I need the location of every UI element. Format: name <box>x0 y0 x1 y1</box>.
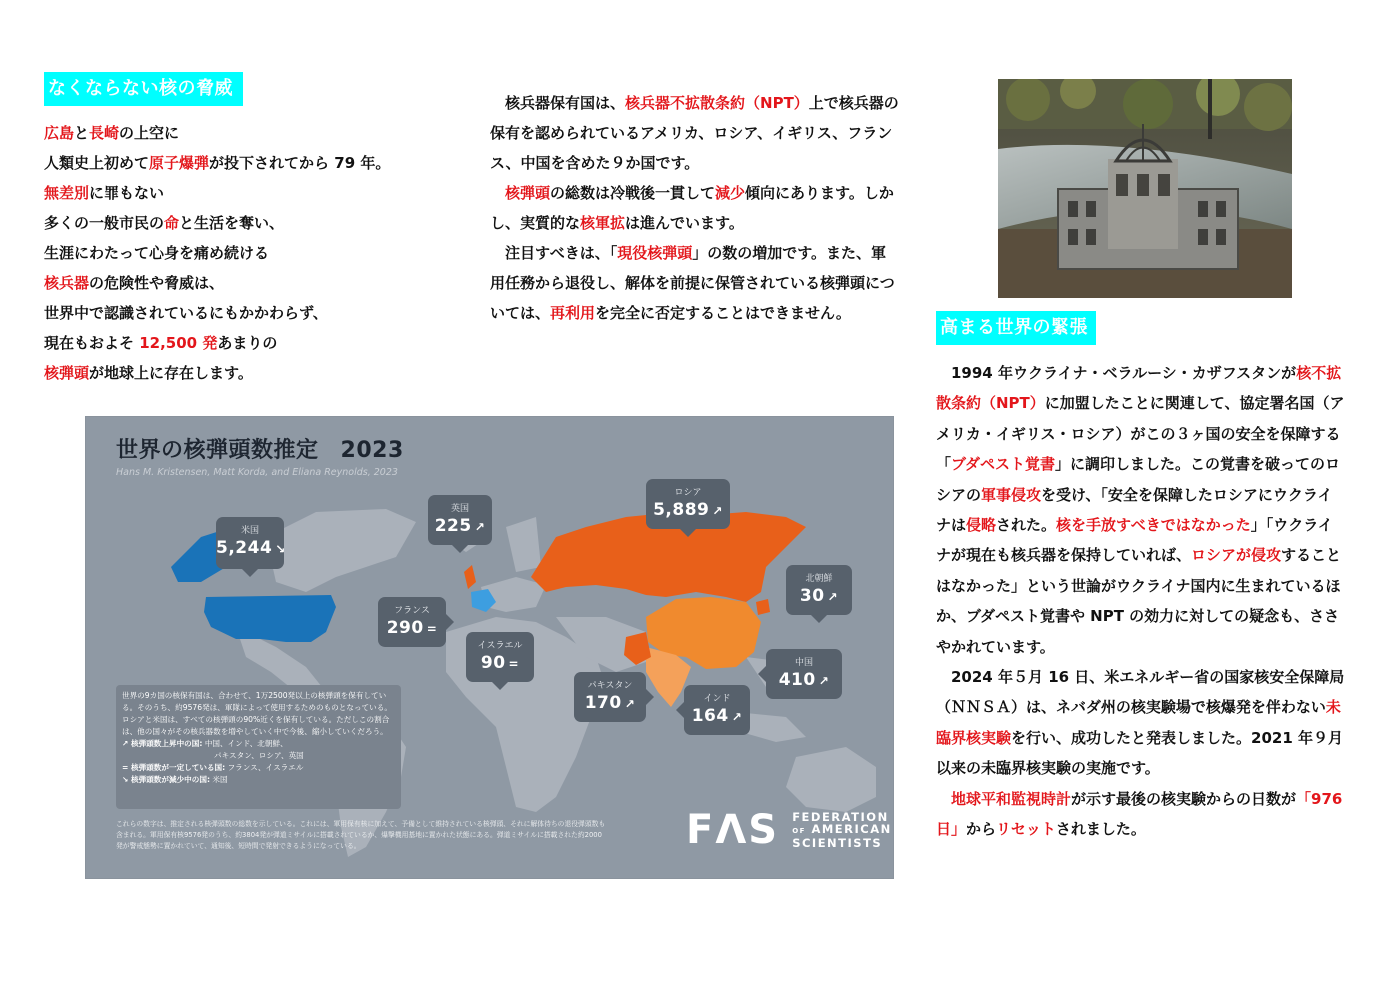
fas-org-name: FEDERATION OF AMERICAN SCIENTISTS <box>792 810 892 850</box>
tension-run: を受け、「安全を保障したロシアにウクライナは <box>936 485 1333 535</box>
callout-india <box>684 685 750 735</box>
callout-warhead-count: 170 ↗ <box>584 693 636 713</box>
tension-run: 侵略 <box>966 516 997 535</box>
section-heading-threat: なくならない核の脅威 <box>44 72 243 106</box>
tension-paragraph <box>936 358 1346 662</box>
trend-icon: ↗ <box>818 674 830 688</box>
legend-intro: 世界の9カ国の核保有国は、合わせて、1万2500発以上の核弾頭を保有している。そのうち、約9576発は、軍隊によって使用するためのものとなっている。ロシアと米国は、すべての核弾頭の90%近くを保有している。ただしこの割合は、他の国々がその核兵器数を増やしていく中で今後、縮小していくだろう。 <box>122 691 392 736</box>
intro-line <box>44 148 464 178</box>
tension-run: 未臨界核実験 <box>936 698 1341 747</box>
intro-text <box>44 118 464 388</box>
intro-run: 核兵器 <box>44 274 90 292</box>
intro-run: 12,500 発 <box>139 334 218 352</box>
trend-icon: ↗ <box>827 590 839 604</box>
npt-run: を完全に否定することはできません。 <box>595 304 851 322</box>
intro-run: あまりの <box>217 334 278 352</box>
tension-paragraph <box>936 662 1346 784</box>
npt-run: 現役核弾頭 <box>617 244 693 262</box>
intro-run: 命 <box>164 214 180 232</box>
uk-shape <box>464 565 476 589</box>
npt-run: は進んでいます。 <box>625 214 744 232</box>
npt-run: 核兵器保有国は、 <box>505 94 626 112</box>
intro-line <box>44 118 464 148</box>
callout-country-name: イスラエル <box>477 641 523 651</box>
tension-run: 核不拡散条約（NPT） <box>936 364 1342 413</box>
callout-pakistan <box>574 672 646 722</box>
infographic-title: 世界の核弾頭数推定 2023 <box>116 438 404 463</box>
tension-run: 核を手放すべきではなかった <box>1056 516 1251 535</box>
intro-run: 世界中で認識されているにもかかわらず、 <box>44 304 328 322</box>
infographic-authors: Hans M. Kristensen, Matt Korda, and Eliana Reynolds, 2023 <box>116 467 398 478</box>
legend-down: ↘ 核弾頭数が減少中の国: 米国 <box>122 775 228 784</box>
intro-line <box>44 268 464 298</box>
dome-illustration <box>998 79 1292 298</box>
infographic-footnote: これらの数字は、推定される核弾頭数の総数を示している。これには、軍用保有核に加えて、予備として維持されている核弾頭、それに解体待ちの退役弾頭数も含まれる。軍用保有核9576発のうち、約3804発が弾道ミサイルに搭載されているか、爆撃機用基地に置かれた状態にある。弾道ミサイルに搭載された約2000発が警戒態勢に置かれていて、通知後、短時間で発射できるようになっている。 <box>116 820 606 850</box>
callout-country-name: インド <box>703 694 731 704</box>
callout-warhead-count: 5,244 ↘ <box>216 538 286 558</box>
intro-run: の上空に <box>119 124 180 142</box>
fas-logo <box>686 807 892 853</box>
tension-run: ブダペスト覚書 <box>951 455 1055 474</box>
callout-country-name: 中国 <box>794 658 813 668</box>
intro-run: 人類史上初めて <box>44 154 150 172</box>
tension-run: 地球平和監視時計 <box>951 789 1072 808</box>
tension-run: ロシアが侵攻 <box>1191 546 1282 565</box>
npt-run: 減少 <box>715 184 746 202</box>
tension-paragraph <box>936 784 1346 845</box>
intro-run: 原子爆弾 <box>149 154 210 172</box>
legend-box <box>116 685 401 809</box>
callout-usa <box>216 517 284 569</box>
callout-country-name: ロシア <box>674 488 702 498</box>
tension-run: リセット <box>996 820 1056 839</box>
callout-china <box>766 649 842 699</box>
npt-run: 上で核兵器の保有を認められているアメリカ、ロシア、イギリス、フランス、中国を含めた９か国です。 <box>490 94 899 172</box>
callout-country-name: 英国 <box>450 504 469 514</box>
trend-icon: ↗ <box>712 504 723 518</box>
callout-warhead-count: 5,889 ↗ <box>653 500 723 520</box>
npt-run: 核軍拡 <box>580 214 626 232</box>
npt-run: 注目すべきは、「 <box>505 244 618 262</box>
fas-wordmark: FΛS <box>686 807 780 853</box>
trend-icon: ↗ <box>474 520 486 534</box>
callout-country-name: 米国 <box>240 526 259 536</box>
callout-warhead-count: 90 = <box>480 653 520 673</box>
tension-run: 」「ウクライナが現在も核兵器を保持していれば、 <box>936 516 1333 565</box>
intro-line <box>44 238 464 268</box>
legend-up: ↗ 核弾頭数上昇中の国: 中国、インド、北朝鮮、 <box>122 739 288 748</box>
callout-country-name: パキスタン <box>587 681 633 691</box>
tension-run: された。 <box>996 516 1057 535</box>
tension-run: に加盟したことに関連して、協定署名国（アメリカ・イギリス・ロシア）がこの３ヶ国の安全を保障する「 <box>936 394 1345 474</box>
npt-run: 再利用 <box>550 304 596 322</box>
intro-line <box>44 358 464 388</box>
callout-nk <box>786 565 852 615</box>
intro-run: 生涯にわたって心身を痛め続ける <box>44 244 270 262</box>
npt-paragraph <box>490 88 900 178</box>
npt-paragraph <box>490 238 900 328</box>
legend-steady: = 核弾頭数が一定している国: フランス、イスラエル <box>122 763 304 772</box>
tension-text <box>936 358 1346 845</box>
callout-uk <box>428 495 492 545</box>
intro-run: に罪もない <box>89 184 165 202</box>
tension-run: を行い、成功したと発表しました。2021 年９月以来の未臨界核実験の実施です。 <box>936 728 1343 778</box>
intro-run: 核弾頭 <box>44 364 90 382</box>
intro-run: の危険性や脅威は、 <box>89 274 225 292</box>
intro-line <box>44 178 464 208</box>
intro-run: 無差別 <box>44 184 90 202</box>
tension-run: 2024 年５月 16 日、米エネルギー省の国家核安全保障局（ＮＮＳＡ）は、ネバダ州の核実験場で核爆発を伴わない <box>936 668 1345 717</box>
intro-run: が地球上に存在します。 <box>89 364 253 382</box>
trend-icon: = <box>508 657 520 671</box>
trend-icon: ↗ <box>624 697 636 711</box>
tension-run: 」に調印しました。この覚書を破ってのロシアの <box>936 455 1340 504</box>
intro-run: が投下されてから 79 年。 <box>209 154 391 172</box>
callout-country-name: フランス <box>394 606 430 616</box>
nk-shape <box>756 599 770 615</box>
npt-run: の総数は冷戦後一貫して <box>550 184 716 202</box>
trend-icon: ↗ <box>731 710 743 724</box>
tension-run: することはなかった」という世論がウクライナ国内に生まれているほか、ブダペスト覚書や NPT の効力に対しての疑念も、ささやかれています。 <box>936 546 1342 656</box>
intro-line <box>44 328 464 358</box>
callout-warhead-count: 30 ↗ <box>799 586 839 606</box>
intro-line <box>44 298 464 328</box>
callout-israel <box>466 632 534 682</box>
tension-run: 1994 年ウクライナ・ベラルーシ・カザフスタンが <box>951 364 1297 382</box>
intro-run: 多くの一般市民の <box>44 214 165 232</box>
callout-warhead-count: 225 ↗ <box>434 516 486 536</box>
callout-warhead-count: 164 ↗ <box>691 706 743 726</box>
callout-warhead-count: 290 = <box>386 618 438 638</box>
npt-run: 」の数の増加です。また、軍用任務から退役し、解体を前提に保管されている核弾頭については、 <box>490 244 895 322</box>
tension-run: が示す最後の核実験からの日数が <box>1071 789 1297 808</box>
npt-text <box>490 88 900 328</box>
callout-france <box>378 597 446 647</box>
intro-run: と <box>74 124 90 142</box>
npt-run: 核弾頭 <box>505 184 551 202</box>
npt-paragraph <box>490 178 900 238</box>
tension-run: 「976 日」 <box>936 789 1343 839</box>
trend-icon: = <box>426 622 438 636</box>
intro-run: 現在もおよそ <box>44 334 140 352</box>
usa-shape <box>204 595 336 642</box>
npt-run: 傾向にあります。しかし、実質的な <box>490 184 894 232</box>
intro-run: 広島 <box>44 124 75 142</box>
callout-russia <box>646 479 730 529</box>
intro-run: と生活を奪い、 <box>179 214 285 232</box>
intro-line <box>44 208 464 238</box>
atomic-bomb-dome-photo <box>998 79 1292 298</box>
tension-run: されました。 <box>1055 820 1146 839</box>
tension-run: 軍事侵攻 <box>981 485 1042 504</box>
callout-warhead-count: 410 ↗ <box>778 670 830 690</box>
callout-country-name: 北朝鮮 <box>805 574 833 584</box>
npt-run: 核兵器不拡散条約（NPT） <box>625 94 809 112</box>
intro-run: 長崎 <box>89 124 120 142</box>
tension-run: から <box>966 820 997 839</box>
section-heading-tension: 高まる世界の緊張 <box>936 311 1096 345</box>
warhead-map-infographic <box>85 416 894 879</box>
legend-up-cont: パキスタン、ロシア、英国 <box>214 751 304 760</box>
trend-icon: ↘ <box>275 542 286 556</box>
